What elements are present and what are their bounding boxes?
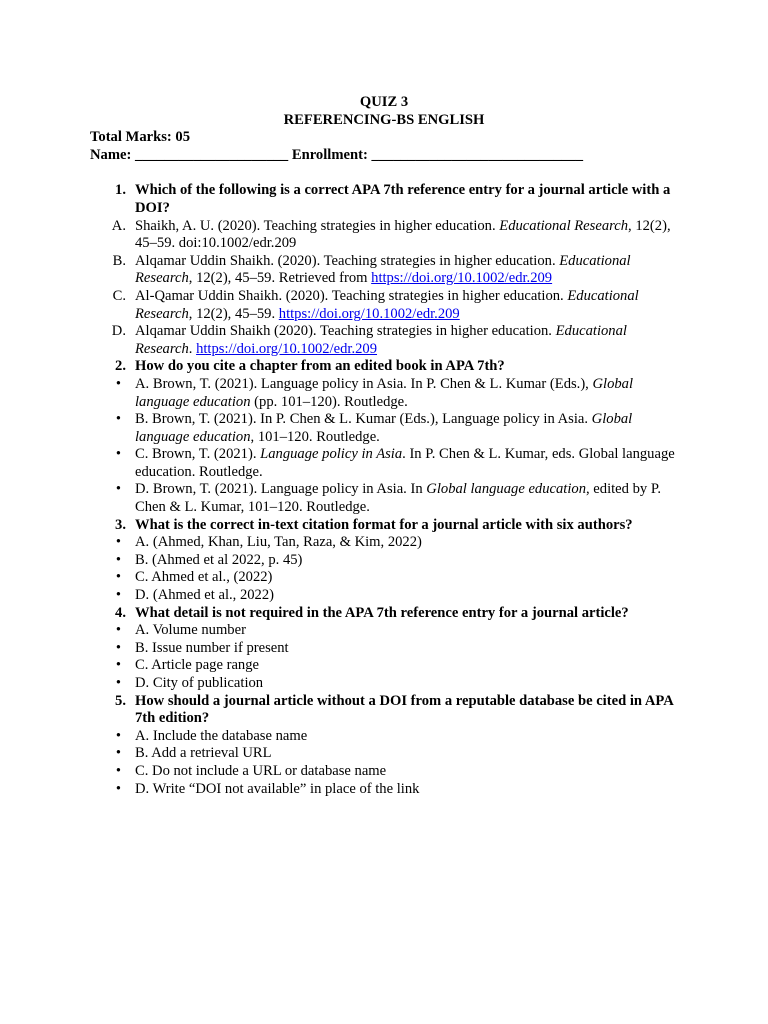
option-text: Al-Qamar Uddin Shaikh. (2020). Teaching strategies in higher education.: [135, 287, 568, 304]
answer-option: [90, 569, 680, 587]
quiz-subtitle: REFERENCING-BS ENGLISH: [283, 111, 485, 128]
question-4: [90, 605, 680, 623]
bullet-marker: •: [115, 375, 121, 392]
question-text: Which of the following is a correct APA 7th reference entry for a journal article with a DOI?: [135, 182, 671, 216]
question-text: How should a journal article without a DOI from a reputable database be cited in APA 7th edition?: [135, 692, 673, 727]
option-text: A. Volume number: [135, 622, 246, 639]
italic-title: Educational Research: [135, 252, 631, 287]
answer-option: [90, 288, 680, 323]
question-number: 1.: [115, 182, 126, 199]
answer-option: [90, 657, 680, 675]
option-text: , 12(2), 45–59. doi:10.1002/edr.209: [135, 217, 671, 252]
answer-option: [90, 640, 680, 658]
answer-option: [90, 745, 680, 763]
option-text: , edited by P. Chen & L. Kumar, 101–120. Routledge.: [135, 481, 661, 516]
option-text: D. Write “DOI not available” in place of the link: [135, 780, 420, 797]
answer-option: [90, 781, 680, 799]
answer-option: [90, 446, 680, 481]
bullet-marker: •: [115, 780, 121, 797]
option-text: Alqamar Uddin Shaikh. (2020). Teaching strategies in higher education.: [135, 252, 560, 269]
bullet-marker: •: [115, 675, 121, 691]
option-text: B. Add a retrieval URL: [135, 745, 272, 762]
answer-option: [90, 253, 680, 288]
total-marks: Total Marks: 05: [90, 129, 190, 146]
option-letter: A.: [111, 217, 126, 234]
quiz-title: QUIZ 3: [359, 94, 409, 110]
bullet-marker: •: [115, 762, 121, 779]
option-letter: C.: [112, 287, 126, 304]
option-text: , 12(2), 45–59.: [188, 305, 279, 322]
italic-title: Educational Research: [499, 217, 629, 234]
answer-option: [90, 481, 680, 516]
answer-option: [90, 376, 680, 411]
bullet-marker: •: [115, 569, 121, 586]
italic-title: Language policy in Asia: [260, 446, 403, 463]
bullet-marker: •: [115, 657, 121, 674]
name-enrollment-line: Name: _____________________ Enrollment: _____________________________: [90, 146, 584, 163]
bullet-marker: •: [115, 639, 121, 656]
question-3: [90, 517, 680, 535]
italic-title: Global language education: [135, 411, 633, 445]
option-text: . In P. Chen & L. Kumar, eds. Global language education. Routledge.: [135, 446, 675, 480]
option-text: C. Ahmed et al., (2022): [135, 569, 273, 586]
bullet-marker: •: [115, 446, 121, 463]
italic-title: Global language education: [135, 375, 634, 410]
option-text: , 101–120. Routledge.: [250, 428, 380, 445]
answer-option: [90, 323, 680, 358]
answer-option: [90, 763, 680, 781]
doi-link[interactable]: https://doi.org/10.1002/edr.209: [278, 305, 460, 322]
answer-option: [90, 534, 680, 552]
option-text: A. Include the database name: [135, 727, 308, 744]
bullet-marker: •: [115, 481, 121, 498]
option-text: , 12(2), 45–59. Retrieved from: [188, 270, 372, 287]
option-text: B. Issue number if present: [135, 639, 289, 656]
answer-option: [90, 728, 680, 746]
option-text: D. (Ahmed et al., 2022): [135, 587, 275, 604]
italic-title: Global language education: [426, 481, 586, 498]
question-1: [90, 182, 680, 217]
answer-option: [90, 622, 680, 640]
option-text: C. Brown, T. (2021).: [135, 446, 261, 463]
question-text: What is the correct in-text citation format for a journal article with six authors?: [135, 516, 633, 533]
question-number: 2.: [115, 358, 126, 375]
bullet-marker: •: [115, 745, 121, 762]
doi-link[interactable]: https://doi.org/10.1002/edr.209: [196, 340, 378, 357]
doi-link[interactable]: https://doi.org/10.1002/edr.209: [371, 270, 553, 287]
question-text: What detail is not required in the APA 7th reference entry for a journal article?: [135, 604, 629, 621]
answer-option: [90, 675, 680, 693]
answer-option: [90, 411, 680, 446]
italic-title: Educational Research: [135, 323, 627, 357]
question-5: [90, 693, 680, 728]
question-text: How do you cite a chapter from an edited book in APA 7th?: [135, 358, 505, 375]
option-text: D. Brown, T. (2021). Language policy in Asia. In: [135, 481, 427, 498]
answer-option: [90, 587, 680, 605]
option-text: B. (Ahmed et al 2022, p. 45): [135, 551, 303, 568]
option-text: .: [188, 340, 197, 357]
question-list: [90, 182, 680, 798]
bullet-marker: •: [115, 534, 121, 551]
option-text: C. Article page range: [135, 657, 259, 674]
bullet-marker: •: [115, 411, 121, 428]
italic-title: Educational Research: [135, 287, 639, 322]
question-number: 4.: [115, 604, 126, 621]
bullet-marker: •: [115, 587, 121, 604]
quiz-document: [90, 94, 680, 798]
option-text: D. City of publication: [135, 675, 264, 691]
option-text: A. Brown, T. (2021). Language policy in Asia. In P. Chen & L. Kumar (Eds.),: [135, 375, 593, 392]
answer-option: [90, 552, 680, 570]
option-letter: B.: [112, 252, 126, 269]
option-text: B. Brown, T. (2021). In P. Chen & L. Kumar (Eds.), Language policy in Asia.: [135, 411, 592, 428]
bullet-marker: •: [115, 622, 121, 639]
option-text: C. Do not include a URL or database name: [135, 762, 387, 779]
answer-option: [90, 218, 680, 253]
bullet-marker: •: [115, 727, 121, 744]
option-text: Shaikh, A. U. (2020). Teaching strategies in higher education.: [135, 217, 500, 234]
question-number: 5.: [115, 692, 126, 709]
option-text: Alqamar Uddin Shaikh (2020). Teaching strategies in higher education.: [135, 323, 556, 340]
question-2: [90, 358, 680, 376]
bullet-marker: •: [115, 551, 121, 568]
option-text: (pp. 101–120). Routledge.: [250, 393, 408, 410]
option-text: A. (Ahmed, Khan, Liu, Tan, Raza, & Kim, 2022): [135, 534, 422, 551]
question-number: 3.: [115, 516, 126, 533]
option-letter: D.: [111, 323, 126, 340]
